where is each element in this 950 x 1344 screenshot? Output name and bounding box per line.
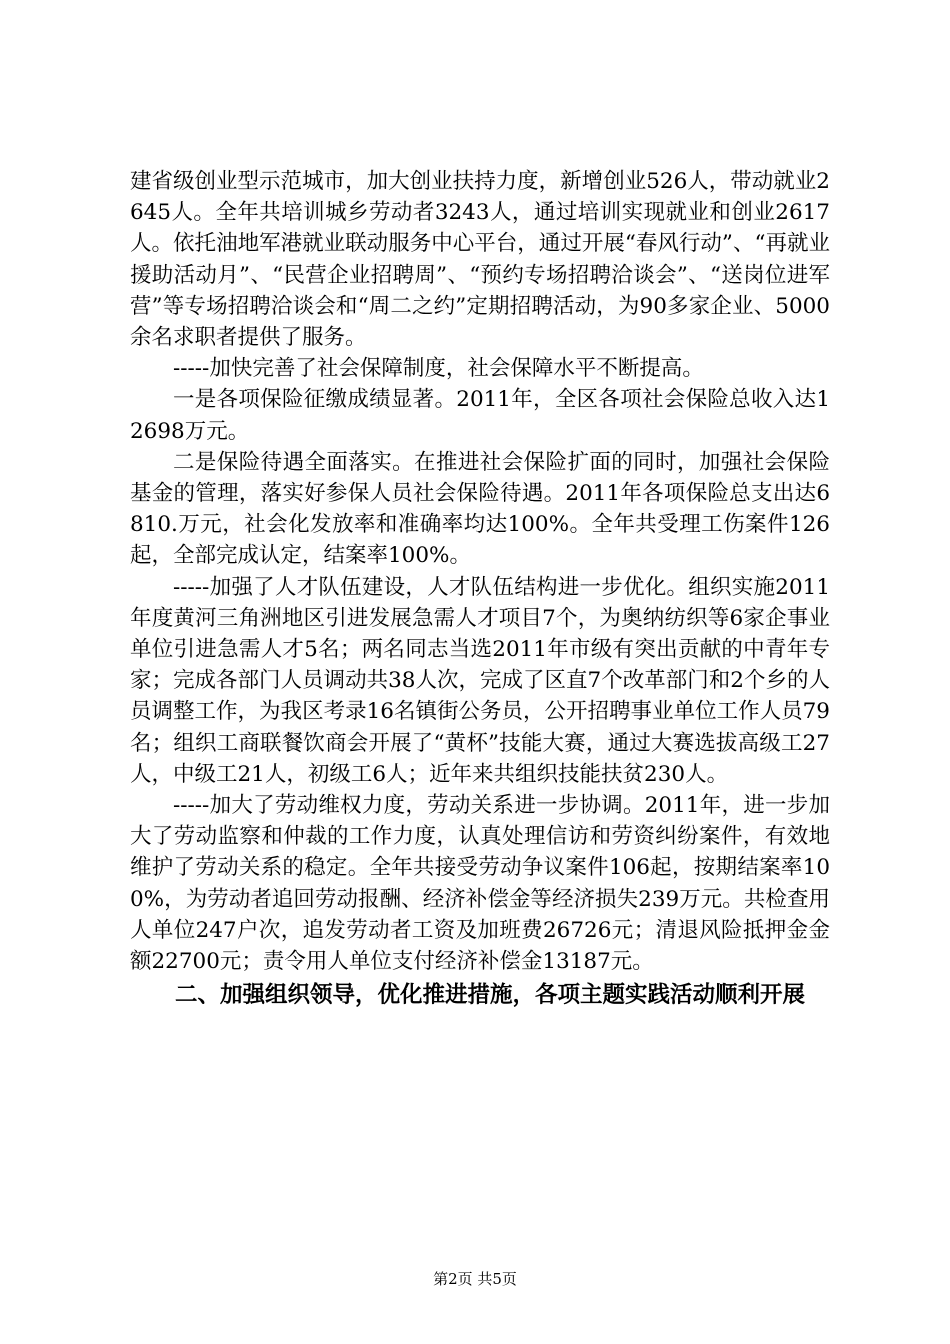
paragraph-employment-services: 建省级创业型示范城市，加大创业扶持力度，新增创业526人，带动就业2645人。全年共培训城乡劳动者3243人，通过培训实现就业和创业2617人。依托油地军港就业联动服务中心平台，通过开展“春风行动”、“再就业援助活动月”、“民营企业招聘周”、“预约专场招聘洽谈会”、“送岗位进军营”等专场招聘洽谈会和“周二之约”定期招聘活动，为90多家企业、5000余名求职者提供了服务。 — [130, 169, 830, 351]
paragraph-labor-rights: -----加大了劳动维权力度，劳动关系进一步协调。2011年，进一步加大了劳动监察和仲裁的工作力度，认真处理信访和劳资纠纷案件，有效地维护了劳动关系的稳定。全年共接受劳动争议案件106起，按期结案率100%，为劳动者追回劳动报酬、经济补偿金等经济损失239万元。共检查用人单位247户次，追发劳动者工资及加班费26726元；清退风险抵押金金额22700元；责令用人单位支付经济补偿金13187元。 — [130, 793, 830, 975]
paragraph-insurance-benefits: 二是保险待遇全面落实。在推进社会保险扩面的同时，加强社会保险基金的管理，落实好参保人员社会保险待遇。2011年各项保险总支出达6810.万元，社会化发放率和准确率均达100%。全年共受理工伤案件126起，全部完成认定，结案率100%。 — [130, 449, 830, 569]
document-body — [130, 166, 830, 1011]
paragraph-insurance-collection: 一是各项保险征缴成绩显著。2011年，全区各项社会保险总收入达12698万元。 — [130, 387, 830, 444]
section-heading: 二、加强组织领导，优化推进措施，各项主题实践活动顺利开展 — [175, 982, 806, 1009]
paragraph-social-security-intro: -----加快完善了社会保障制度，社会保障水平不断提高。 — [173, 356, 704, 382]
paragraph-talent-building: -----加强了人才队伍建设，人才队伍结构进一步优化。组织实施2011年度黄河三角洲地区引进发展急需人才项目7个，为奥纳纺织等6家企事业单位引进急需人才5名；两名同志当选2011年市级有突出贡献的中青年专家；完成各部门人员调动共38人次，完成了区直7个改革部门和2个乡的人员调整工作，为我区考录16名镇街公务员，公开招聘事业单位工作人员79名；组织工商联餐饮商会开展了“黄杯”技能大赛，通过大赛选拔高级工27人，中级工21人，初级工6人；近年来共组织技能扶贫230人。 — [130, 574, 830, 787]
page-number-footer: 第2页 共5页 — [433, 1270, 517, 1288]
